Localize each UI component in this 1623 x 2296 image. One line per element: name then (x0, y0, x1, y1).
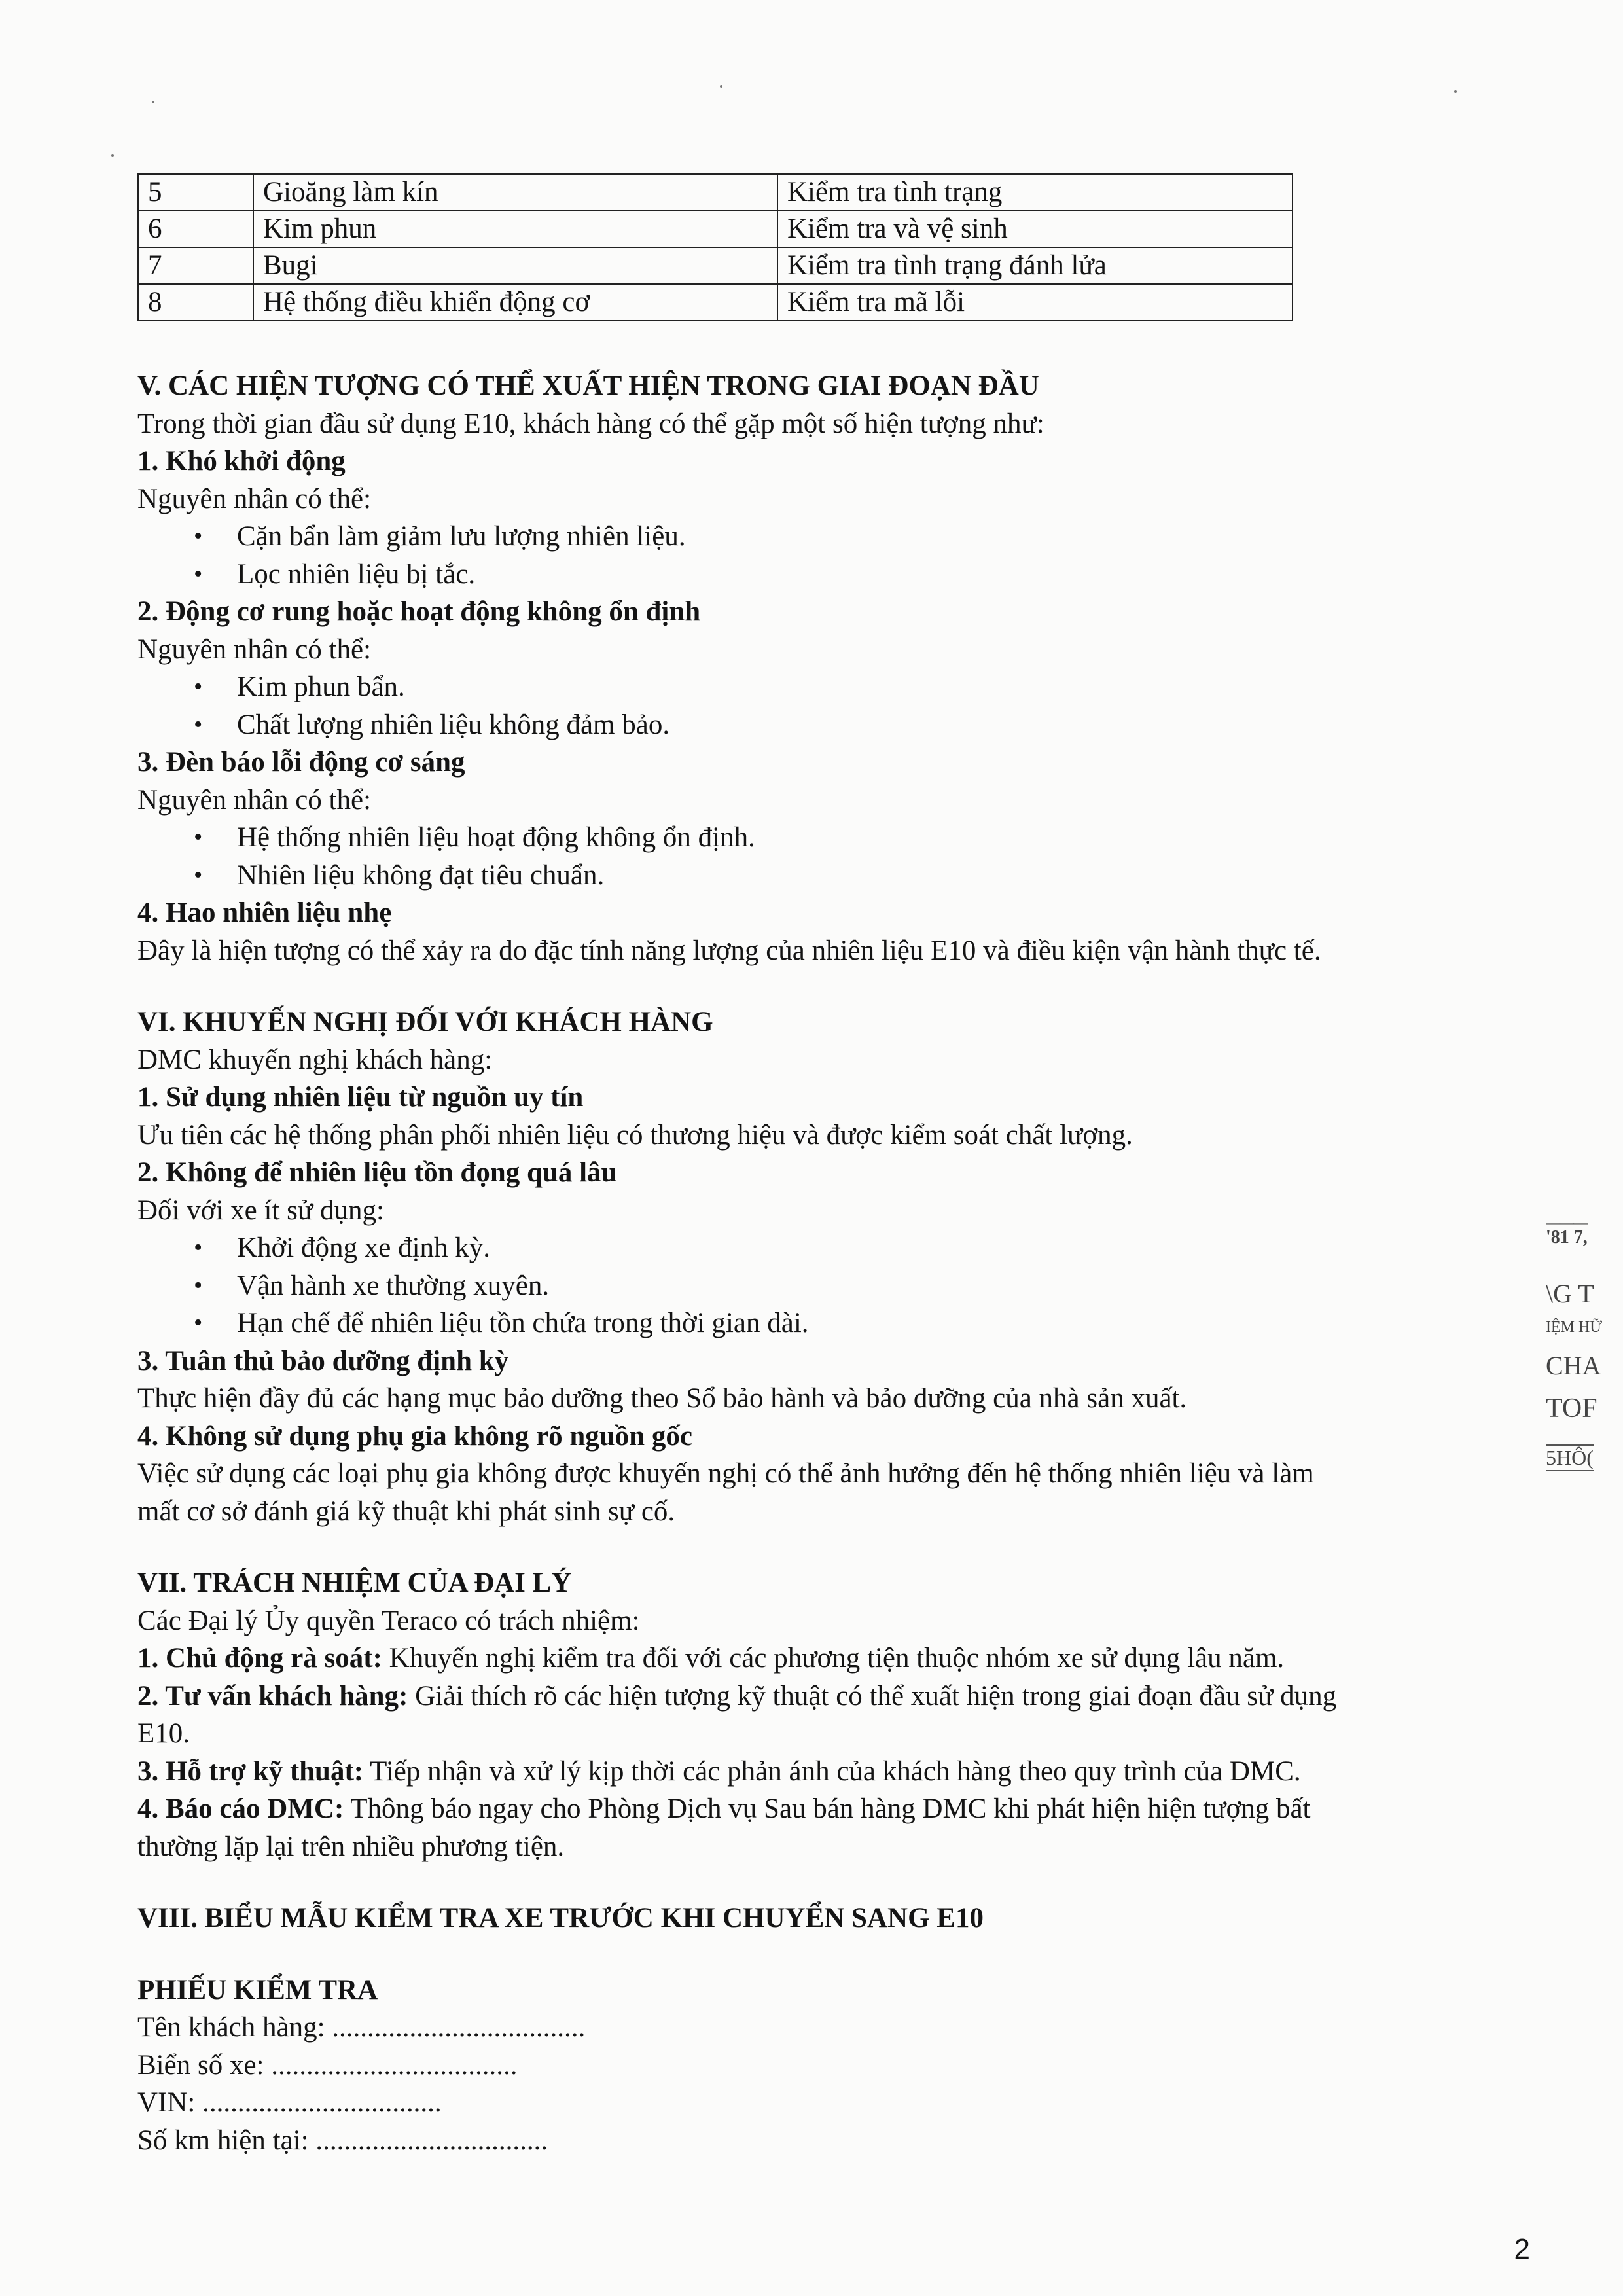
stamp-text: IỆM HỮ (1546, 1319, 1602, 1336)
list-item: • Khởi động xe định kỳ. (137, 1229, 1531, 1267)
table-row (138, 247, 1293, 284)
main-content (137, 367, 1531, 2159)
s6-item-2-title: 2. Không để nhiên liệu tồn đọng quá lâu (137, 1157, 617, 1188)
responsibility-label: 3. Hỗ trợ kỹ thuật: (137, 1755, 364, 1787)
row-number: 7 (138, 247, 253, 284)
s5-item-1-title: 1. Khó khởi động (137, 446, 346, 476)
table-row (138, 211, 1293, 247)
section-5-heading: V. CÁC HIỆN TƯỢNG CÓ THỂ XUẤT HIỆN TRONG GIAI ĐOẠN ĐẦU (137, 370, 1039, 401)
s6-item-4-text-line-2: mất cơ sở đánh giá kỹ thuật khi phát sinh sự cố. (137, 1496, 675, 1527)
responsibility-item (137, 1753, 1531, 1791)
responsibility-text: E10. (137, 1718, 190, 1749)
row-action: Kiểm tra tình trạng (777, 174, 1293, 211)
s5-item-3-title: 3. Đèn báo lỗi động cơ sáng (137, 747, 465, 778)
list-item: • Chất lượng nhiên liệu không đảm bảo. (137, 706, 1531, 744)
s6-item-3-title: 3. Tuân thủ bảo dưỡng định kỳ (137, 1345, 509, 1376)
s6-item-3-text: Thực hiện đầy đủ các hạng mục bảo dưỡng theo Sổ bảo hành và bảo dưỡng của nhà sản xuất. (137, 1383, 1187, 1414)
responsibility-label: 2. Tư vấn khách hàng: (137, 1680, 408, 1712)
form-field-vin: VIN: .................................. (137, 2087, 442, 2118)
checklist-table (137, 173, 1293, 321)
spacer (137, 1865, 1531, 1899)
s6-item-4-text-line-1: Việc sử dụng các loại phụ gia không được khuyến nghị có thể ảnh hưởng đến hệ thống nhiên liệu và làm (137, 1458, 1314, 1489)
responsibility-label: 4. Báo cáo DMC: (137, 1793, 344, 1824)
responsibility-item (137, 1828, 1531, 1866)
row-number: 6 (138, 211, 253, 247)
form-title: PHIẾU KIỂM TRA (137, 1974, 378, 2005)
responsibility-label: 1. Chủ động rà soát: (137, 1643, 382, 1674)
row-number: 5 (138, 174, 253, 211)
scan-speck (1454, 90, 1457, 93)
s5-item-2-title: 2. Động cơ rung hoặc hoạt động không ổn định (137, 596, 701, 627)
stamp-rule: ——— (1546, 1214, 1587, 1230)
section-7-intro: Các Đại lý Ủy quyền Teraco có trách nhiệm: (137, 1605, 640, 1636)
form-field-customer-name: Tên khách hàng: .................................... (137, 2012, 586, 2043)
section-7-items (137, 1640, 1531, 1865)
spacer (137, 969, 1531, 1003)
row-item: Hệ thống điều khiển động cơ (253, 284, 777, 321)
s6-item-4-title: 4. Không sử dụng phụ gia không rõ nguồn gốc (137, 1420, 692, 1452)
row-action: Kiểm tra và vệ sinh (777, 211, 1293, 247)
s6-item-2-bullets (137, 1229, 1531, 1342)
s6-item-2-intro: Đối với xe ít sử dụng: (137, 1194, 384, 1226)
row-item: Bugi (253, 247, 777, 284)
responsibility-item (137, 1790, 1531, 1828)
s5-item-4-title: 4. Hao nhiên liệu nhẹ (137, 897, 392, 928)
section-5-intro: Trong thời gian đầu sử dụng E10, khách hàng có thể gặp một số hiện tượng như: (137, 408, 1044, 439)
s5-item-4-text: Đây là hiện tượng có thể xảy ra do đặc tính năng lượng của nhiên liệu E10 và điều kiện vận hành thực tế. (137, 935, 1321, 966)
list-item: • Lọc nhiên liệu bị tắc. (137, 556, 1531, 594)
spacer (137, 1530, 1531, 1564)
section-6-heading: VI. KHUYẾN NGHỊ ĐỐI VỚI KHÁCH HÀNG (137, 1007, 713, 1037)
responsibility-text: thường lặp lại trên nhiều phương tiện. (137, 1831, 565, 1862)
s5-item-2-causes (137, 668, 1531, 744)
s5-item-1-causes (137, 518, 1531, 593)
list-item: • Hệ thống nhiên liệu hoạt động không ổn định. (137, 819, 1531, 857)
section-7-heading: VII. TRÁCH NHIỆM CỦA ĐẠI LÝ (137, 1568, 572, 1598)
section-6-intro: DMC khuyến nghị khách hàng: (137, 1044, 493, 1075)
row-item: Gioăng làm kín (253, 174, 777, 211)
responsibility-item (137, 1715, 1531, 1753)
scan-speck (720, 85, 722, 88)
responsibility-text: Giải thích rõ các hiện tượng kỹ thuật có thể xuất hiện trong giai đoạn đầu sử dụng (408, 1680, 1337, 1712)
s5-item-3-causes (137, 819, 1531, 894)
stamp-text: '81 7, (1546, 1227, 1588, 1247)
list-item: • Kim phun bẩn. (137, 668, 1531, 706)
s6-item-1-text: Ưu tiên các hệ thống phân phối nhiên liệu có thương hiệu và được kiểm soát chất lượng. (137, 1119, 1133, 1151)
section-8-heading: VIII. BIỂU MẪU KIỂM TRA XE TRƯỚC KHI CHUYỂN SANG E10 (137, 1903, 984, 1933)
list-item: • Hạn chế để nhiên liệu tồn chứa trong thời gian dài. (137, 1304, 1531, 1342)
row-number: 8 (138, 284, 253, 321)
responsibility-text: Thông báo ngay cho Phòng Dịch vụ Sau bán hàng DMC khi phát hiện hiện tượng bất (344, 1793, 1311, 1824)
responsibility-item (137, 1677, 1531, 1715)
cause-label: Nguyên nhân có thể: (137, 483, 372, 514)
page-number: 2 (1514, 2233, 1530, 2265)
list-item: • Vận hành xe thường xuyên. (137, 1267, 1531, 1305)
row-item: Kim phun (253, 211, 777, 247)
scan-speck (152, 101, 154, 103)
form-field-plate-number: Biển số xe: ................................... (137, 2049, 518, 2081)
cause-label: Nguyên nhân có thể: (137, 784, 372, 816)
stamp-text: 5HÔ( (1546, 1444, 1594, 1471)
stamp-text: TOF (1546, 1393, 1597, 1424)
row-action: Kiểm tra mã lỗi (777, 284, 1293, 321)
official-stamp-fragment (1546, 1208, 1623, 1515)
responsibility-text: Khuyến nghị kiểm tra đối với các phương tiện thuộc nhóm xe sử dụng lâu năm. (382, 1643, 1285, 1674)
spacer (137, 1937, 1531, 1971)
responsibility-text: Tiếp nhận và xử lý kịp thời các phản ánh của khách hàng theo quy trình của DMC. (363, 1755, 1301, 1787)
stamp-text: CHA (1546, 1351, 1601, 1380)
table-row (138, 174, 1293, 211)
stamp-text: \G T (1546, 1279, 1594, 1308)
cause-label: Nguyên nhân có thể: (137, 634, 372, 665)
table-row (138, 284, 1293, 321)
list-item: • Nhiên liệu không đạt tiêu chuẩn. (137, 857, 1531, 895)
row-action: Kiểm tra tình trạng đánh lửa (777, 247, 1293, 284)
scan-speck (111, 154, 114, 157)
s6-item-1-title: 1. Sử dụng nhiên liệu từ nguồn uy tín (137, 1082, 584, 1113)
list-item: • Cặn bẩn làm giảm lưu lượng nhiên liệu. (137, 518, 1531, 556)
responsibility-item (137, 1640, 1531, 1677)
form-field-odometer: Số km hiện tại: ................................. (137, 2125, 548, 2156)
